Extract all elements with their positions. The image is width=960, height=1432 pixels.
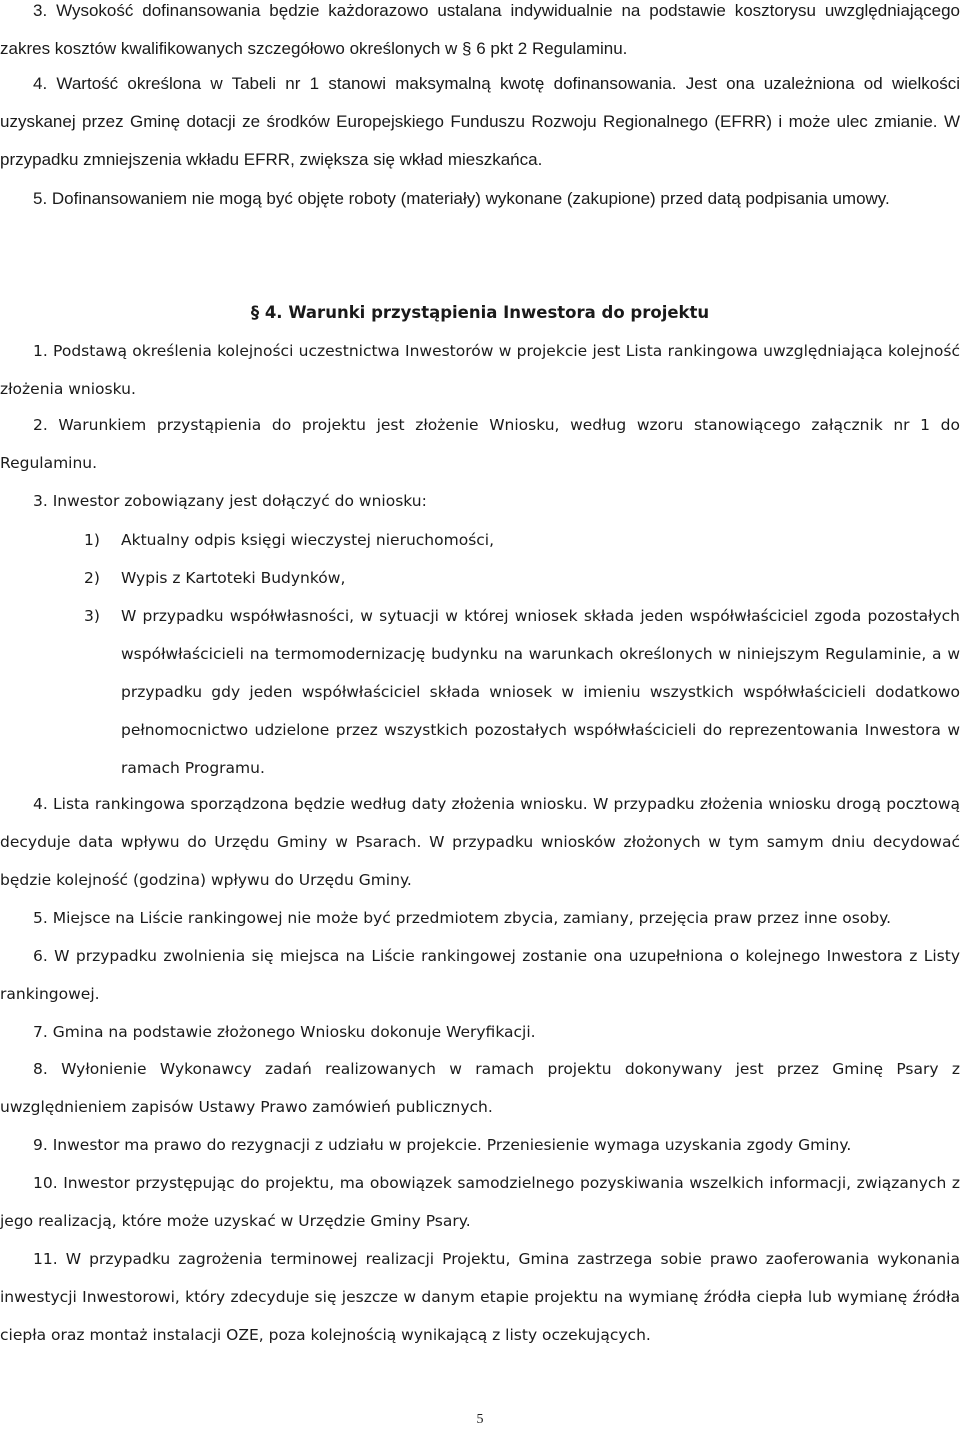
paragraph-4-3: 3. Inwestor zobowiązany jest dołączyć do wniosku: [33,492,427,510]
section-heading: § 4. Warunki przystąpienia Inwestora do projektu [250,303,710,322]
page-number: 5 [476,1412,484,1427]
list-item [84,521,960,559]
paragraph-3: 3. Wysokość dofinansowania będzie każdorazowo ustalana indywidualnie na podstawie kosztorysu uwzględniającego zakres kosztów kwalifikowanych szczegółowo określonych w § 6 pkt 2 Regulaminu. [0,1,960,58]
list-item [84,597,960,787]
list-item [84,559,960,597]
list-text: W przypadku współwłasności, w sytuacji w której wniosek składa jeden współwłaściciel zgoda pozostałych współwłaścicieli na termomodernizację budynku na warunkach określonych w niniejszym Regulaminie, a w przypadku gdy jeden współwłaściciel składa wniosek w imieniu wszystkich współwłaścicieli dodatkowo pełnomocnictwo udzielone przez wszystkich pozostałych współwłaścicieli do reprezentowania Inwestora w ramach Programu. [121,607,960,777]
list-text: Aktualny odpis księgi wieczystej nieruchomości, [121,531,495,549]
list-number: 1) [84,531,100,549]
paragraph-4-2: 2. Warunkiem przystąpienia do projektu jest złożenie Wniosku, według wzoru stanowiącego załącznik nr 1 do Regulaminu. [0,416,960,472]
list-number: 2) [84,569,100,587]
paragraph-4: 4. Wartość określona w Tabeli nr 1 stanowi maksymalną kwotę dofinansowania. Jest ona uzależniona od wielkości uzyskanej przez Gminę dotacji ze środków Europejskiego Funduszu Rozwoju Regionalnego (EFRR) i może ulec zmianie. W przypadku zmniejszenia wkładu EFRR, zwiększa się wkład mieszkańca. [0,74,960,169]
list-number: 3) [84,607,100,625]
paragraph-4-7: 7. Gmina na podstawie złożonego Wniosku dokonuje Weryfikacji. [33,1023,536,1041]
paragraph-4-4: 4. Lista rankingowa sporządzona będzie według daty złożenia wniosku. W przypadku złożenia wniosku drogą pocztową decyduje data wpływu do Urzędu Gminy w Psarach. W przypadku wniosków złożonych w tym samym dniu decydować będzie kolejność (godzina) wpływu do Urzędu Gminy. [0,795,960,889]
paragraph-4-5: 5. Miejsce na Liście rankingowej nie może być przedmiotem zbycia, zamiany, przejęcia praw przez inne osoby. [33,909,892,927]
paragraph-4-11: 11. W przypadku zagrożenia terminowej realizacji Projektu, Gmina zastrzega sobie prawo zaoferowania wykonania inwestycji Inwestorowi, który zdecyduje się jeszcze w danym etapie projektu na wymianę źródła ciepła lub wymianę źródła ciepła oraz montaż instalacji OZE, poza kolejnością wynikającą z listy oczekujących. [0,1250,960,1344]
paragraph-4-8: 8. Wyłonienie Wykonawcy zadań realizowanych w ramach projektu dokonywany jest przez Gminę Psary z uwzględnieniem zapisów Ustawy Prawo zamówień publicznych. [0,1060,960,1116]
paragraph-5: 5. Dofinansowaniem nie mogą być objęte roboty (materiały) wykonane (zakupione) przed datą podpisania umowy. [33,189,890,208]
paragraph-4-6: 6. W przypadku zwolnienia się miejsca na Liście rankingowej zostanie ona uzupełniona o kolejnego Inwestora z Listy rankingowej. [0,947,960,1003]
paragraph-4-10: 10. Inwestor przystępując do projektu, ma obowiązek samodzielnego pozyskiwania wszelkich informacji, związanych z jego realizacją, które może uzyskać w Urzędzie Gminy Psary. [0,1174,960,1230]
list-text: Wypis z Kartoteki Budynków, [121,569,346,587]
paragraph-4-9: 9. Inwestor ma prawo do rezygnacji z udziału w projekcie. Przeniesienie wymaga uzyskania zgody Gminy. [33,1136,852,1154]
paragraph-4-1: 1. Podstawą określenia kolejności uczestnictwa Inwestorów w projekcie jest Lista rankingowa uwzględniająca kolejność złożenia wniosku. [0,342,960,398]
